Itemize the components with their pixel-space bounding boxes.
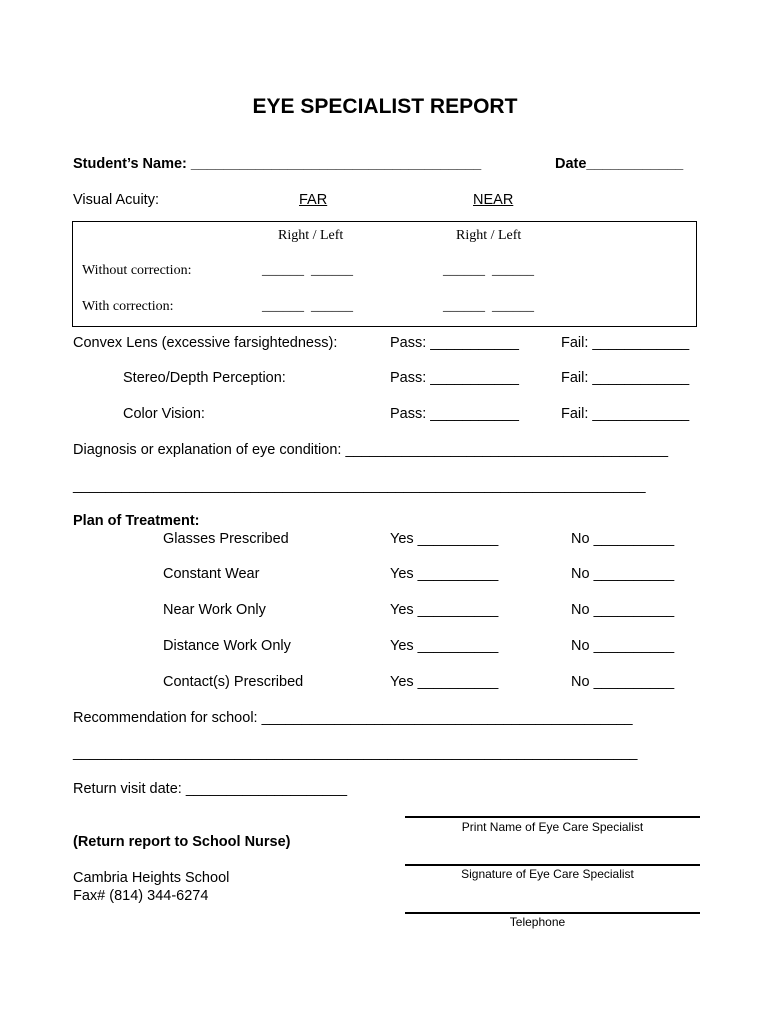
return-note: (Return report to School Nurse) — [73, 834, 291, 850]
color-vision-label: Color Vision: — [123, 406, 205, 422]
plan-item-label: Distance Work Only — [163, 638, 291, 654]
diagnosis-line-2[interactable]: _______________________________________________________________________ — [73, 478, 646, 494]
plan-yes-field[interactable]: Yes __________ — [390, 602, 499, 618]
without-near-field[interactable]: ______ ______ — [443, 263, 534, 278]
plan-yes-field[interactable]: Yes __________ — [390, 638, 499, 654]
plan-no-field[interactable]: No __________ — [571, 566, 675, 582]
convex-lens-label: Convex Lens (excessive farsightedness): — [73, 335, 338, 351]
print-name-line[interactable] — [405, 816, 700, 818]
color-vision-pass-field[interactable]: Pass: ___________ — [390, 406, 519, 422]
convex-lens-pass-field[interactable]: Pass: ___________ — [390, 335, 519, 351]
plan-no-field[interactable]: No __________ — [571, 602, 675, 618]
plan-no-field[interactable]: No __________ — [571, 531, 675, 547]
near-label: NEAR — [473, 192, 514, 208]
page-title: EYE SPECIALIST REPORT — [252, 95, 518, 118]
plan-item-label: Constant Wear — [163, 566, 260, 582]
school-fax: Fax# (814) 344-6274 — [73, 888, 209, 904]
plan-yes-field[interactable]: Yes __________ — [390, 566, 499, 582]
convex-lens-fail-field[interactable]: Fail: ____________ — [561, 335, 690, 351]
signature-caption: Signature of Eye Care Specialist — [461, 867, 634, 881]
far-label: FAR — [299, 192, 328, 208]
plan-yes-field[interactable]: Yes __________ — [390, 531, 499, 547]
telephone-caption: Telephone — [509, 915, 566, 929]
near-right-left-header: Right / Left — [456, 228, 522, 243]
plan-heading: Plan of Treatment: — [73, 513, 200, 529]
plan-no-field[interactable]: No __________ — [571, 638, 675, 654]
plan-yes-field[interactable]: Yes __________ — [390, 674, 499, 690]
plan-no-field[interactable]: No __________ — [571, 674, 675, 690]
plan-item-label: Contact(s) Prescribed — [163, 674, 304, 690]
diagnosis-field[interactable]: Diagnosis or explanation of eye condition: ________________________________________ — [73, 442, 669, 458]
with-far-field[interactable]: ______ ______ — [262, 299, 353, 314]
telephone-line[interactable] — [405, 912, 700, 914]
return-visit-date-field[interactable]: Return visit date: ____________________ — [73, 781, 348, 797]
signature-line[interactable] — [405, 864, 700, 866]
with-near-field[interactable]: ______ ______ — [443, 299, 534, 314]
plan-item-label: Glasses Prescribed — [163, 531, 289, 547]
recommendation-line-2[interactable]: ______________________________________________________________________ — [73, 745, 638, 761]
stereo-label: Stereo/Depth Perception: — [123, 370, 286, 386]
far-right-left-header: Right / Left — [278, 228, 344, 243]
visual-acuity-label: Visual Acuity: — [73, 192, 159, 208]
school-name: Cambria Heights School — [73, 870, 230, 886]
without-far-field[interactable]: ______ ______ — [262, 263, 353, 278]
plan-item-label: Near Work Only — [163, 602, 266, 618]
with-correction-label: With correction: — [82, 299, 174, 314]
stereo-fail-field[interactable]: Fail: ____________ — [561, 370, 690, 386]
without-correction-label: Without correction: — [82, 263, 192, 278]
stereo-pass-field[interactable]: Pass: ___________ — [390, 370, 519, 386]
student-name-field[interactable]: Student’s Name: ____________________________________ — [73, 156, 482, 172]
recommendation-field[interactable]: Recommendation for school: ______________________________________________ — [73, 710, 633, 726]
date-field[interactable]: Date____________ — [555, 156, 684, 172]
print-name-caption: Print Name of Eye Care Specialist — [461, 820, 644, 834]
color-vision-fail-field[interactable]: Fail: ____________ — [561, 406, 690, 422]
